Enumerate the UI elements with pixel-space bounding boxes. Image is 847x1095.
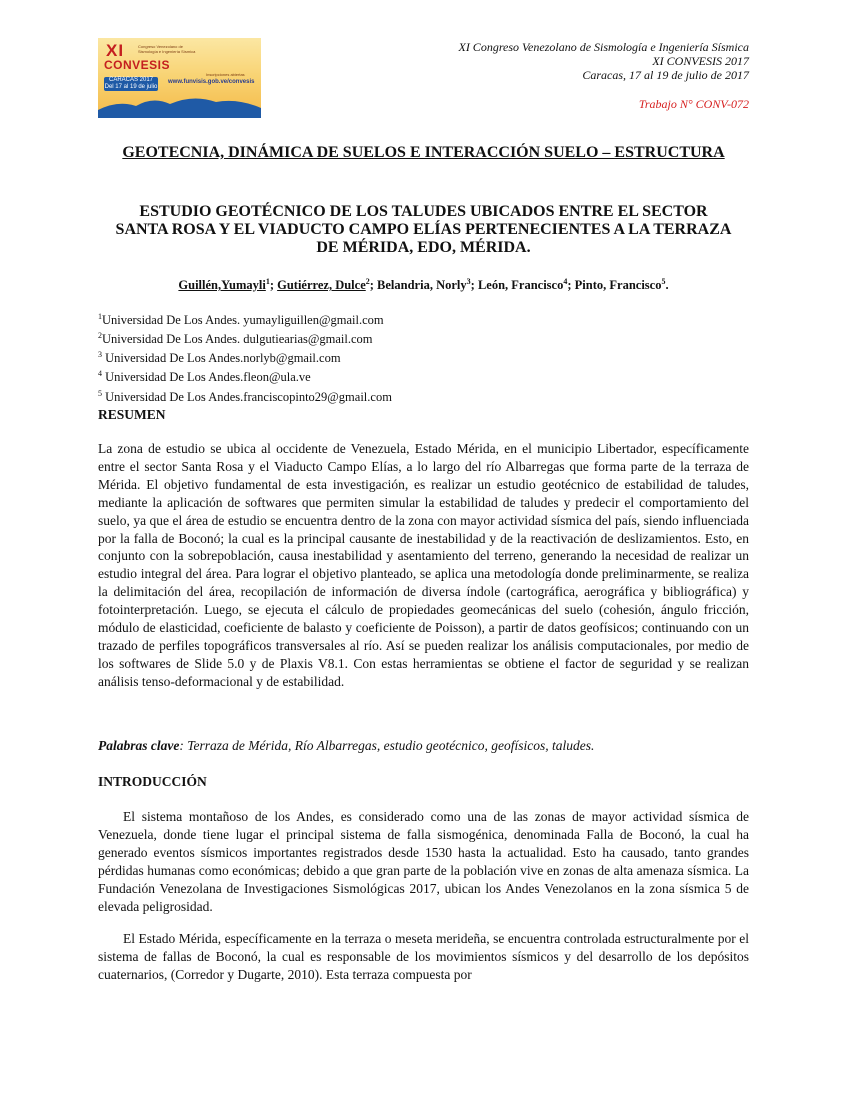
- resumen-paragraph: La zona de estudio se ubica al occidente de Venezuela, Estado Mérida, en el municipio Libertador, específicamente entre el sector Santa Rosa y el Viaducto Campo Elías, a lo largo del río Albarregas que forma parte de la terraza de Mérida. El objetivo fundamental de esta investigación, es realizar un estudio geotécnico de estabilidad de taludes, mediante la aplicación de softwares que permiten simular la estabilidad de taludes y predecir el comportamiento del suelo, ya que el área de estudio se encuentra dentro de la zona con mayor actividad sísmica del país, siendo influenciada por la falla de Boconó; la cual es la principal causante de inestabilidad y de la reactivación de deslizamientos. Esto, en conjunto con la sobrepoblación, causa inestabilidad y asentamiento del terreno, generando la necesidad de realizar un estudio integral del área. Para lograr el objetivo planteado, se aplica una metodología donde preliminarmente, se realiza la delimitación del área, recopilación de información de diversa índole (cartográfica, aerográfica y bibliográfica) y fotointerpretación. Luego, se ejecuta el cálculo de propiedades geomecánicas del suelo (cohesión, ángulo fricción, módulo de elasticidad, coeficiente de balasto y coeficiente de Poisson), a partir de datos geofísicos; continuando con un trazado de perfiles topográficos transversales al río. Así se pueden realizar los análisis computacionales, por medio de los softwares de Slide 5.0 y de Plaxis V8.1. Con estas herramientas se obtiene el factor de seguridad y se realizan análisis tenso-deformacional y de estabilidad.: [98, 441, 749, 689]
- affiliation-item: [98, 328, 392, 347]
- author-list: [98, 277, 749, 293]
- paper-title-line: ESTUDIO GEOTÉCNICO DE LOS TALUDES UBICADOS ENTRE EL SECTOR: [139, 203, 708, 220]
- logo-roman-numeral: XI: [106, 41, 125, 60]
- affiliation-item: [98, 347, 392, 366]
- resumen-heading: RESUMEN: [98, 407, 166, 422]
- author-name: Pinto, Francisco: [574, 278, 662, 293]
- logo-website: www.funvisis.gob.ve/convesis: [168, 79, 255, 85]
- author-separator: .: [665, 278, 669, 293]
- affiliation-item: [98, 366, 392, 385]
- affiliation-text: Universidad De Los Andes.franciscopinto29@gmail.com: [102, 389, 392, 404]
- paper-code: Trabajo N° CONV-072: [638, 97, 749, 111]
- paper-title-line: DE MÉRIDA, EDO, MÉRIDA.: [316, 239, 531, 256]
- paper-title-line: SANTA ROSA Y EL VIADUCTO CAMPO ELÍAS PERTENECIENTES A LA TERRAZA: [115, 221, 732, 238]
- author-name: Belandria, Norly: [377, 278, 467, 293]
- mountain-silhouette-icon: [98, 88, 261, 118]
- conference-logo: [98, 38, 261, 118]
- affiliation-mark: 5: [98, 388, 102, 398]
- author-separator: ;: [470, 278, 478, 293]
- author-separator: ;: [269, 278, 278, 293]
- affiliation-mark: 1: [98, 312, 102, 321]
- author-name: Gutiérrez, Dulce: [277, 278, 366, 293]
- logo-registration: Inscripciones abiertas: [206, 72, 245, 77]
- logo-name: CONVESIS: [104, 58, 171, 72]
- affiliation-item: [98, 309, 392, 328]
- introduccion-paragraph: El sistema montañoso de los Andes, es considerado como una de las zonas de mayor actividad sísmica de Venezuela, donde tiene lugar el principal sistema de falla sismogénica, denominada Falla de Boconó, la cual ha generado eventos sísmicos importantes registrados desde 1530 hasta la actualidad. Esto ha causado, tanto grandes pérdidas humanas como económicas; debido a que gran parte de la población vive en zonas de alta amenaza sísmica. La Fundación Venezolana de Investigaciones Sismológicas 2017, ubican los Andes Venezolanos en la zona sísmica 5 de elevada peligrosidad.: [98, 809, 749, 914]
- paper-title: [98, 203, 749, 257]
- affiliation-mark: 2: [98, 331, 102, 341]
- author-affiliation-mark: 2: [365, 277, 370, 286]
- section-title: GEOTECNIA, DINÁMICA DE SUELOS E INTERACCIÓN SUELO – ESTRUCTURA: [122, 144, 725, 161]
- author-name: Guillén,Yumayli: [178, 278, 266, 293]
- affiliation-text: Universidad De Los Andes.norlyb@gmail.com: [102, 351, 341, 366]
- conference-line: XI CONVESIS 2017: [652, 54, 749, 68]
- conference-line: XI Congreso Venezolano de Sismología e Ingeniería Sísmica: [458, 40, 749, 54]
- keywords-text: : Terraza de Mérida, Río Albarregas, estudio geotécnico, geofísicos, taludes.: [179, 738, 595, 753]
- introduccion-paragraph: El Estado Mérida, específicamente en la terraza o meseta merideña, se encuentra controlada estructuralmente por el sistema de fallas de Boconó, la cual es responsable de los movimientos sísmicos y del desarrollo de los depósitos cuaternarios, (Corredor y Dugarte, 2010). Esta terraza compuesta por: [98, 931, 749, 982]
- author-affiliation-mark: 1: [265, 277, 270, 286]
- affiliation-text: Universidad De Los Andes. dulgutiearias@gmail.com: [102, 332, 373, 347]
- affiliation-text: Universidad De Los Andes. yumayliguillen@gmail.com: [102, 313, 384, 328]
- introduccion-heading: INTRODUCCIÓN: [98, 774, 207, 789]
- affiliation-text: Universidad De Los Andes.fleon@ula.ve: [102, 370, 311, 385]
- author-separator: ;: [567, 278, 575, 293]
- conference-info: [458, 40, 749, 82]
- affiliations: [98, 309, 392, 405]
- affiliation-item: [98, 386, 392, 405]
- author-separator: ;: [369, 278, 378, 293]
- affiliation-mark: 4: [98, 369, 102, 379]
- conference-line: Caracas, 17 al 19 de julio de 2017: [582, 68, 749, 82]
- affiliation-mark: 3: [98, 350, 102, 360]
- author-affiliation-mark: 3: [466, 277, 471, 286]
- logo-badge-dates: Del 17 al 19 de julio: [104, 84, 158, 90]
- author-affiliation-mark: 5: [661, 277, 666, 286]
- keywords: [98, 738, 594, 754]
- logo-tagline: Congreso Venezolano de Sismología e Ingeniería Sísmica: [138, 44, 196, 54]
- logo-badge-city: CARACAS 2017: [108, 77, 154, 83]
- author-name: León, Francisco: [477, 278, 564, 293]
- author-affiliation-mark: 4: [563, 277, 568, 286]
- keywords-label: Palabras clave: [98, 738, 180, 753]
